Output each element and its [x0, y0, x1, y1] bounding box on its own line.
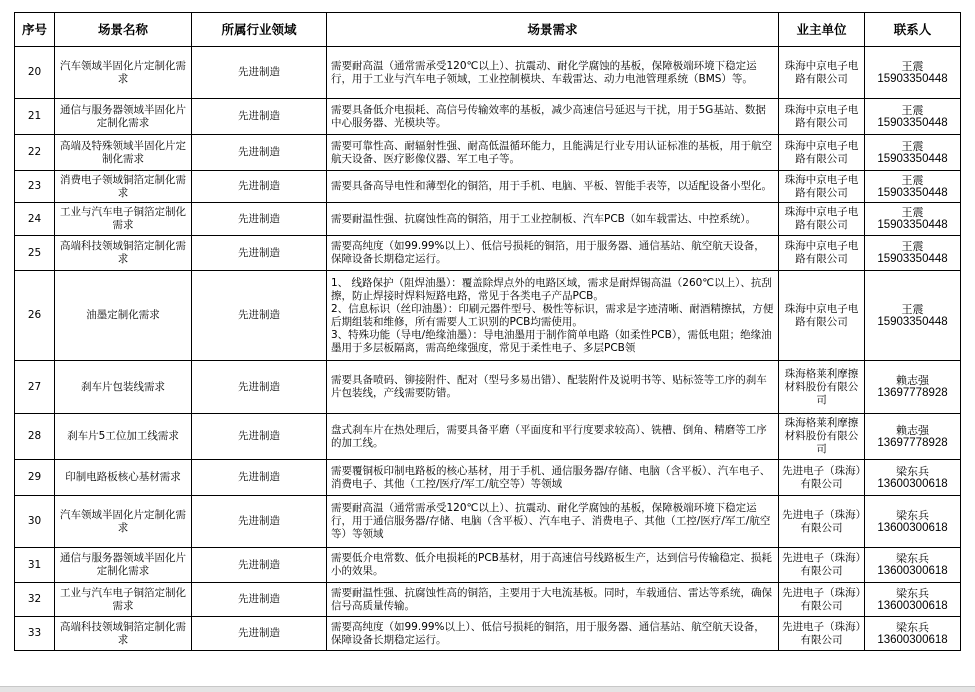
table-row [15, 236, 961, 271]
row-contact [865, 460, 961, 496]
row-contact [865, 361, 961, 414]
row-contact [865, 414, 961, 460]
row-index: 24 [15, 203, 55, 236]
row-scenario-name: 高端科技领域铜箔定制化需求 [55, 236, 192, 271]
row-contact [865, 135, 961, 171]
row-index: 27 [15, 361, 55, 414]
contact-phone: 13697778928 [877, 387, 948, 399]
row-index: 28 [15, 414, 55, 460]
row-scenario-name: 印制电路板核心基材需求 [55, 460, 192, 496]
table-row [15, 496, 961, 548]
table-row [15, 361, 961, 414]
contact-name: 梁东兵 [896, 464, 929, 478]
row-contact [865, 47, 961, 99]
row-owner: 珠海格莱利摩擦材料股份有限公司 [779, 414, 865, 460]
contact-phone: 15903350448 [877, 116, 948, 129]
contact-name: 梁东兵 [896, 552, 929, 565]
table-row [15, 203, 961, 236]
contact-name: 王震 [901, 173, 924, 187]
row-industry: 先进制造 [192, 460, 327, 496]
row-index: 21 [15, 99, 55, 135]
row-index: 33 [15, 617, 55, 651]
table-row [15, 135, 961, 171]
row-demand: 需要耐温性强、抗腐蚀性高的铜箔，用于工业控制板、汽车PCB（如车载雷达、中控系统）。 [327, 203, 779, 236]
contact-phone: 15903350448 [877, 72, 948, 85]
contact-name: 梁东兵 [896, 586, 929, 600]
row-demand: 需要覆铜板印制电路板的核心基材，用于手机、通信服务器/存储、电脑（含平板）、汽车电子、消费电子、其他（工控/医疗/军工/航空等）等领域 [327, 460, 779, 496]
row-owner: 珠海中京电子电路有限公司 [779, 271, 865, 361]
row-scenario-name: 消费电子领域铜箔定制化需求 [55, 171, 192, 203]
row-industry: 先进制造 [192, 271, 327, 361]
row-contact [865, 583, 961, 617]
row-scenario-name: 高端及特殊领域半固化片定制化需求 [55, 135, 192, 171]
row-owner: 先进电子（珠海）有限公司 [779, 548, 865, 583]
row-index: 23 [15, 171, 55, 203]
table-row [15, 99, 961, 135]
contact-phone: 13600300618 [877, 633, 948, 646]
contact-phone: 13600300618 [877, 599, 948, 612]
row-industry: 先进制造 [192, 236, 327, 271]
demand-line: 2、信息标识（丝印油墨）：印刷元器件型号、极性等标识，需求是字迹清晰、耐酒精擦拭，方便后期组装和维修，所有需要人工识别的PCB均需使用。 [331, 302, 774, 328]
row-scenario-name: 汽车领域半固化片定制化需求 [55, 496, 192, 548]
row-index: 25 [15, 236, 55, 271]
row-contact [865, 496, 961, 548]
contact-phone: 13600300618 [877, 521, 948, 534]
contact-name: 王震 [901, 59, 924, 73]
row-owner: 珠海中京电子电路有限公司 [779, 47, 865, 99]
row-scenario-name: 高端科技领域铜箔定制化需求 [55, 617, 192, 651]
table-row [15, 617, 961, 651]
row-demand: 需要高纯度（如99.99%以上）、低信号损耗的铜箔，用于服务器、通信基站、航空航天设备，保障设备长期稳定运行。 [327, 236, 779, 271]
header-scenario-name: 场景名称 [55, 13, 192, 47]
row-index: 26 [15, 271, 55, 361]
demand-line: 1、 线路保护（阻焊油墨）：覆盖除焊点外的电路区域，需求是耐焊锡高温（260℃以上）、抗刮擦，防止焊接时焊料短路电路，常见于各类电子产品PCB。 [331, 276, 772, 302]
row-demand: 需要高纯度（如99.99%以上）、低信号损耗的铜箔，用于服务器、通信基站、航空航天设备，保障设备长期稳定运行。 [327, 617, 779, 651]
row-index: 30 [15, 496, 55, 548]
row-demand [327, 271, 779, 361]
row-industry: 先进制造 [192, 135, 327, 171]
scenario-table-sheet [14, 12, 960, 651]
row-owner: 珠海中京电子电路有限公司 [779, 135, 865, 171]
row-index: 20 [15, 47, 55, 99]
table-row [15, 47, 961, 99]
row-owner: 先进电子（珠海）有限公司 [779, 496, 865, 548]
row-demand: 盘式刹车片在热处理后，需要具备平磨（平面度和平行度要求较高）、铣槽、倒角、精磨等工序的加工线。 [327, 414, 779, 460]
row-owner: 珠海格莱利摩擦材料股份有限公司 [779, 361, 865, 414]
row-industry: 先进制造 [192, 414, 327, 460]
contact-phone: 15903350448 [877, 186, 948, 199]
table-header-row [15, 13, 961, 47]
contact-phone: 15903350448 [877, 253, 948, 265]
header-index: 序号 [15, 13, 55, 47]
row-contact [865, 236, 961, 271]
scenario-demand-table [14, 12, 961, 651]
row-index: 31 [15, 548, 55, 583]
header-contact: 联系人 [865, 13, 961, 47]
contact-phone: 13697778928 [877, 436, 948, 449]
contact-name: 赖志强 [896, 423, 929, 437]
contact-phone: 13600300618 [877, 565, 948, 577]
row-industry: 先进制造 [192, 548, 327, 583]
row-contact [865, 271, 961, 361]
row-owner: 珠海中京电子电路有限公司 [779, 203, 865, 236]
row-demand: 需要低介电常数、低介电损耗的PCB基材，用于高速信号线路板生产，达到信号传输稳定、损耗小的效果。 [327, 548, 779, 583]
header-demand: 场景需求 [327, 13, 779, 47]
row-industry: 先进制造 [192, 47, 327, 99]
row-industry: 先进制造 [192, 583, 327, 617]
row-demand: 需要具备高导电性和薄型化的铜箔，用于手机、电脑、平板、智能手表等，以适配设备小型化。 [327, 171, 779, 203]
contact-name: 王震 [901, 240, 924, 253]
contact-phone: 15903350448 [877, 219, 948, 231]
row-contact [865, 548, 961, 583]
row-industry: 先进制造 [192, 99, 327, 135]
demand-line: 3、特殊功能（导电/绝缘油墨）：导电油墨用于制作简单电路（如柔性PCB），需低电阻；绝缘油墨用于多层板隔离，需高绝缘强度，常见于柔性电子、多层PCB领 [331, 328, 772, 354]
row-industry: 先进制造 [192, 203, 327, 236]
table-row [15, 548, 961, 583]
row-industry: 先进制造 [192, 496, 327, 548]
row-index: 29 [15, 460, 55, 496]
row-scenario-name: 工业与汽车电子铜箔定制化需求 [55, 583, 192, 617]
row-scenario-name: 刹车片5工位加工线需求 [55, 414, 192, 460]
row-owner: 先进电子（珠海）有限公司 [779, 460, 865, 496]
contact-name: 王震 [901, 139, 924, 153]
row-demand: 需要耐高温（通常需承受120℃以上）、抗震动、耐化学腐蚀的基板，保障极端环境下稳定运行，用于通信服务器/存储、电脑（含平板）、汽车电子、消费电子、其他（工控/医疗/军工/航空等）等领域 [327, 496, 779, 548]
row-scenario-name: 通信与服务器领域半固化片定制化需求 [55, 99, 192, 135]
row-scenario-name: 油墨定制化需求 [55, 271, 192, 361]
row-owner: 先进电子（珠海）有限公司 [779, 583, 865, 617]
header-industry: 所属行业领域 [192, 13, 327, 47]
row-scenario-name: 通信与服务器领域半固化片定制化需求 [55, 548, 192, 583]
row-index: 32 [15, 583, 55, 617]
row-scenario-name: 刹车片包装线需求 [55, 361, 192, 414]
row-demand: 需要具备低介电损耗、高信号传输效率的基板，减少高速信号延迟与干扰，用于5G基站、数据中心服务器、光模块等。 [327, 99, 779, 135]
row-demand: 需要耐温性强、抗腐蚀性高的铜箔，主要用于大电流基板。同时，车载通信、雷达等系统，确保信号高质量传输。 [327, 583, 779, 617]
contact-phone: 15903350448 [877, 315, 948, 328]
row-industry: 先进制造 [192, 171, 327, 203]
row-industry: 先进制造 [192, 617, 327, 651]
row-owner: 珠海中京电子电路有限公司 [779, 236, 865, 271]
row-industry: 先进制造 [192, 361, 327, 414]
contact-name: 赖志强 [896, 374, 929, 387]
row-demand: 需要具备喷码、铆接附件、配对（型号多易出错）、配装附件及说明书等、贴标签等工序的刹车片包装线，产线需要防错。 [327, 361, 779, 414]
row-owner: 先进电子（珠海）有限公司 [779, 617, 865, 651]
row-owner: 珠海中京电子电路有限公司 [779, 171, 865, 203]
table-row [15, 271, 961, 361]
contact-name: 梁东兵 [896, 508, 929, 522]
contact-phone: 15903350448 [877, 152, 948, 165]
row-demand: 需要耐高温（通常需承受120℃以上）、抗震动、耐化学腐蚀的基板，保障极端环境下稳定运行，用于工业与汽车电子领域，工业控制模块、车载雷达、动力电池管理系统（BMS）等。 [327, 47, 779, 99]
row-demand: 需要可靠性高、耐辐射性强、耐高低温循环能力，且能满足行业专用认证标准的基板，用于航空航天设备、医疗影像仪器、军工电子等。 [327, 135, 779, 171]
row-contact [865, 617, 961, 651]
row-scenario-name: 汽车领域半固化片定制化需求 [55, 47, 192, 99]
contact-name: 王震 [901, 302, 924, 316]
row-scenario-name: 工业与汽车电子铜箔定制化需求 [55, 203, 192, 236]
contact-name: 王震 [901, 206, 924, 219]
header-owner: 业主单位 [779, 13, 865, 47]
row-contact [865, 99, 961, 135]
page-bottom-divider [0, 686, 975, 692]
row-index: 22 [15, 135, 55, 171]
contact-phone: 13600300618 [877, 477, 948, 490]
table-row [15, 583, 961, 617]
table-row [15, 460, 961, 496]
table-row [15, 414, 961, 460]
row-contact [865, 203, 961, 236]
row-owner: 珠海中京电子电路有限公司 [779, 99, 865, 135]
contact-name: 王震 [901, 103, 924, 117]
contact-name: 梁东兵 [896, 620, 929, 634]
table-row [15, 171, 961, 203]
row-contact [865, 171, 961, 203]
